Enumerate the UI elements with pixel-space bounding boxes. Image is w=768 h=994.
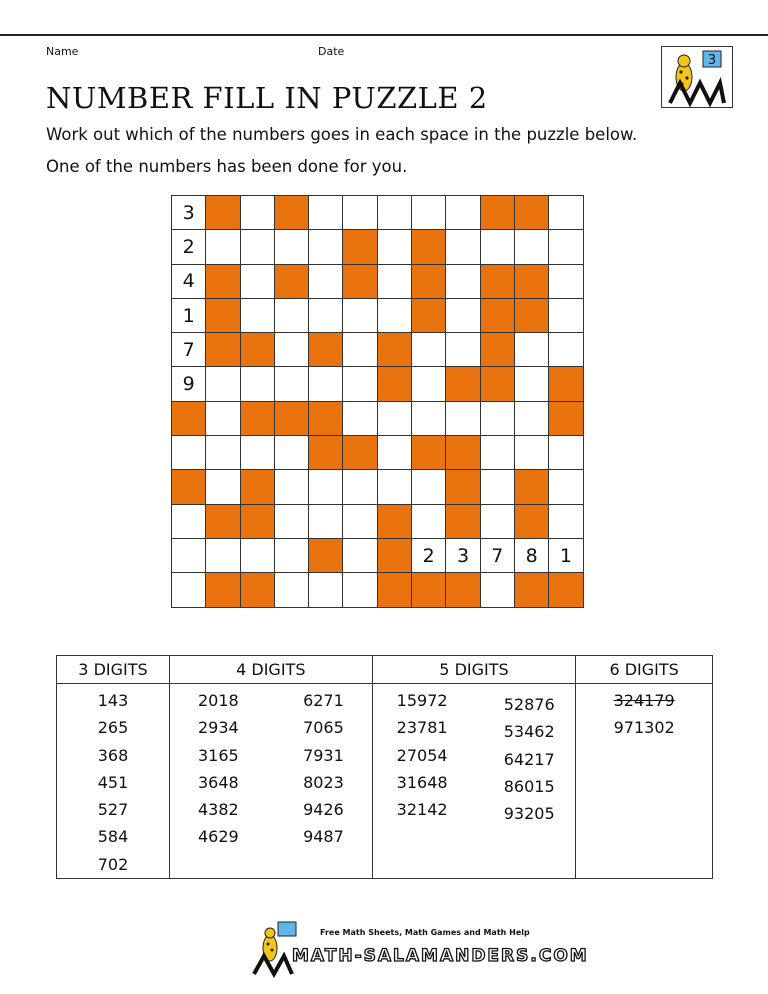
- grid-cell: [172, 436, 206, 470]
- grid-cell: [309, 367, 343, 401]
- grid-cell-filled: [343, 230, 377, 264]
- number-entry: 4629: [197, 827, 239, 847]
- grid-cell-filled: [309, 538, 343, 572]
- grid-cell: 8: [514, 538, 548, 572]
- number-entry: 584: [97, 827, 129, 847]
- grid-cell-filled: [206, 196, 240, 230]
- number-entry: 86015: [503, 776, 555, 796]
- grid-cell: [549, 230, 583, 264]
- grid-cell: [343, 504, 377, 538]
- grid-cell-filled: [274, 401, 308, 435]
- grid-cell: [377, 196, 411, 230]
- grid-cell-filled: [309, 436, 343, 470]
- grid-cell: [343, 470, 377, 504]
- grid-cell: [412, 333, 446, 367]
- grid-cell: [309, 230, 343, 264]
- grid-cell: [446, 298, 480, 332]
- grid-cell-filled: [480, 333, 514, 367]
- grid-cell: [412, 401, 446, 435]
- number-entry: 324179: [613, 691, 675, 710]
- grid-row: [172, 538, 584, 572]
- grid-cell: [549, 504, 583, 538]
- grid-cell: [240, 538, 274, 572]
- puzzle-grid: [171, 195, 584, 608]
- grid-row: [172, 573, 584, 607]
- grid-cell: 3: [446, 538, 480, 572]
- list-5-digits-a: [397, 687, 499, 823]
- grid-cell: [377, 298, 411, 332]
- grid-cell: [274, 333, 308, 367]
- page-title: NUMBER FILL IN PUZZLE 2: [46, 81, 488, 115]
- grid-cell-filled: [480, 298, 514, 332]
- number-entry: 265: [97, 718, 129, 738]
- grid-cell: [206, 401, 240, 435]
- grid-cell: [446, 230, 480, 264]
- grid-cell: 2: [172, 230, 206, 264]
- grid-cell: 3: [172, 196, 206, 230]
- grid-cell-filled: [343, 436, 377, 470]
- grid-cell: [446, 196, 480, 230]
- list-4-digits-a: [198, 687, 298, 851]
- grid-cell: [274, 504, 308, 538]
- grid-row: [172, 333, 584, 367]
- grid-cell: [377, 264, 411, 298]
- number-entry: 23781: [396, 718, 448, 738]
- number-entry: 527: [97, 800, 129, 820]
- grid-cell-filled: [377, 504, 411, 538]
- grid-cell: [343, 333, 377, 367]
- grid-cell-filled: [446, 367, 480, 401]
- grid-row: [172, 401, 584, 435]
- number-entry: 7931: [303, 745, 344, 765]
- grid-cell: [343, 367, 377, 401]
- grid-cell: [240, 196, 274, 230]
- instruction-line-2: One of the numbers has been done for you.: [46, 157, 408, 176]
- grid-cell: [274, 298, 308, 332]
- grid-cell-filled: [343, 264, 377, 298]
- number-entry: 3648: [197, 772, 239, 792]
- number-entry: 9426: [303, 800, 344, 820]
- grid-cell-filled: [377, 573, 411, 607]
- grid-cell-filled: [412, 573, 446, 607]
- number-entry: 9487: [303, 827, 344, 847]
- grid-cell-filled: [514, 264, 548, 298]
- grid-cell: [514, 401, 548, 435]
- number-entry: 64217: [503, 749, 555, 769]
- logo-badge: 3: [707, 53, 717, 68]
- grid-cell: [377, 436, 411, 470]
- grid-cell-filled: [309, 401, 343, 435]
- grid-cell: [343, 401, 377, 435]
- grid-cell: [274, 230, 308, 264]
- grid-cell-filled: [514, 573, 548, 607]
- grid-cell-filled: [172, 401, 206, 435]
- number-entry: 451: [97, 772, 129, 792]
- list-3-digits: [98, 687, 129, 878]
- grid-cell: [172, 504, 206, 538]
- grid-cell-filled: [549, 573, 583, 607]
- grid-cell: [377, 470, 411, 504]
- grid-cell: [480, 504, 514, 538]
- grid-cell: [549, 196, 583, 230]
- number-entry: 4382: [197, 800, 239, 820]
- grid-cell: [412, 196, 446, 230]
- instruction-line-1: Work out which of the numbers goes in each space in the puzzle below.: [46, 125, 638, 144]
- grid-cell-filled: [206, 504, 240, 538]
- grid-cell: [549, 333, 583, 367]
- grid-cell-filled: [309, 333, 343, 367]
- number-entry: 52876: [503, 695, 555, 714]
- grid-cell: [549, 298, 583, 332]
- grid-row: [172, 196, 584, 230]
- grid-cell-filled: [377, 333, 411, 367]
- grid-row: [172, 264, 584, 298]
- grid-cell-filled: [480, 196, 514, 230]
- grid-cell: [309, 470, 343, 504]
- grid-row: [172, 230, 584, 264]
- grid-cell: [549, 264, 583, 298]
- number-entry: 3165: [197, 745, 239, 765]
- grid-cell-filled: [172, 470, 206, 504]
- number-entry: 368: [97, 745, 129, 765]
- grid-cell-filled: [206, 333, 240, 367]
- grid-cell: [343, 538, 377, 572]
- grid-cell-filled: [240, 401, 274, 435]
- number-entry: 27054: [396, 745, 448, 765]
- grid-cell-filled: [446, 573, 480, 607]
- grid-cell: [412, 470, 446, 504]
- grid-row: [172, 367, 584, 401]
- grid-cell: [480, 401, 514, 435]
- name-label: Name: [46, 45, 79, 58]
- grid-cell: [343, 573, 377, 607]
- grid-cell-filled: [412, 436, 446, 470]
- grid-cell: [309, 196, 343, 230]
- grid-cell: [377, 401, 411, 435]
- list-6-digits: [614, 687, 675, 742]
- grid-cell-filled: [240, 504, 274, 538]
- grid-cell-filled: [377, 367, 411, 401]
- grid-cell-filled: [514, 504, 548, 538]
- grid-cell-filled: [480, 264, 514, 298]
- number-entry: 53462: [503, 722, 555, 742]
- grid-cell: 9: [172, 367, 206, 401]
- number-entry: 6271: [303, 691, 344, 710]
- number-entry: 32142: [396, 800, 448, 820]
- grid-cell-filled: [377, 538, 411, 572]
- grid-cell: [309, 573, 343, 607]
- grid-cell: [514, 333, 548, 367]
- grid-row: [172, 504, 584, 538]
- number-entry: 143: [97, 691, 129, 710]
- grid-cell-filled: [240, 573, 274, 607]
- grid-cell: [514, 436, 548, 470]
- grid-cell-filled: [549, 367, 583, 401]
- grid-cell: [240, 298, 274, 332]
- grid-cell: [206, 367, 240, 401]
- grid-cell-filled: [514, 470, 548, 504]
- grid-cell: [274, 470, 308, 504]
- number-entry: 971302: [613, 718, 675, 738]
- grid-cell: [240, 264, 274, 298]
- grid-cell-filled: [206, 298, 240, 332]
- grid-cell: [240, 367, 274, 401]
- grid-cell-filled: [274, 196, 308, 230]
- grid-cell: [480, 573, 514, 607]
- grid-row: [172, 470, 584, 504]
- number-entry: 7065: [303, 718, 344, 738]
- grid-cell-filled: [480, 367, 514, 401]
- grid-cell: [206, 230, 240, 264]
- grid-cell-filled: [446, 436, 480, 470]
- grid-cell: [240, 436, 274, 470]
- number-list-table: [56, 655, 713, 879]
- header-4-digits: 4 DIGITS: [169, 656, 372, 684]
- grid-cell: [206, 436, 240, 470]
- grid-cell: [446, 401, 480, 435]
- grid-cell: [274, 436, 308, 470]
- grid-cell: 2: [412, 538, 446, 572]
- number-entry: 2934: [197, 718, 239, 738]
- grid-cell: [514, 230, 548, 264]
- grid-cell: [412, 367, 446, 401]
- grid-cell-filled: [514, 196, 548, 230]
- grid-cell: [446, 264, 480, 298]
- header-5-digits: 5 DIGITS: [372, 656, 576, 684]
- grid-cell: [343, 298, 377, 332]
- footer-brand: MATH-SALAMANDERS.COM: [292, 946, 589, 966]
- grid-cell: [480, 230, 514, 264]
- grid-cell-filled: [206, 573, 240, 607]
- footer-tagline: Free Math Sheets, Math Games and Math Help: [320, 928, 530, 937]
- grid-cell: [412, 504, 446, 538]
- grid-cell: 1: [172, 298, 206, 332]
- grid-cell: [480, 436, 514, 470]
- grid-cell-filled: [514, 298, 548, 332]
- grid-cell: [240, 230, 274, 264]
- grid-cell-filled: [412, 264, 446, 298]
- grid-cell: [172, 573, 206, 607]
- header-3-digits: 3 DIGITS: [57, 656, 170, 684]
- list-5-digits-b: [504, 691, 555, 827]
- header-6-digits: 6 DIGITS: [576, 656, 713, 684]
- grid-cell: [514, 367, 548, 401]
- grid-cell: [172, 538, 206, 572]
- grid-cell: [446, 333, 480, 367]
- grid-cell-filled: [549, 401, 583, 435]
- grid-cell: [309, 264, 343, 298]
- grid-cell: [274, 367, 308, 401]
- number-entry: 15972: [396, 691, 448, 710]
- grid-cell: [480, 470, 514, 504]
- grid-cell: 7: [172, 333, 206, 367]
- grid-cell: 1: [549, 538, 583, 572]
- grid-cell-filled: [274, 264, 308, 298]
- grid-cell: [549, 470, 583, 504]
- number-entry: 31648: [396, 772, 448, 792]
- number-entry: 702: [97, 854, 129, 874]
- header-rule: [0, 34, 768, 36]
- grid-cell-filled: [446, 504, 480, 538]
- grid-cell: [343, 196, 377, 230]
- grid-cell-filled: [446, 470, 480, 504]
- grid-cell: [206, 470, 240, 504]
- grid-cell: [206, 538, 240, 572]
- date-label: Date: [318, 45, 345, 58]
- grid-cell-filled: [412, 298, 446, 332]
- number-entry: 2018: [197, 691, 239, 710]
- grid-row: [172, 436, 584, 470]
- grid-cell: [549, 436, 583, 470]
- grid-cell: [274, 573, 308, 607]
- salamander-logo-icon: [661, 46, 733, 108]
- grid-cell: 7: [480, 538, 514, 572]
- grid-cell-filled: [240, 333, 274, 367]
- grid-cell-filled: [206, 264, 240, 298]
- grid-row: [172, 298, 584, 332]
- grid-cell: [309, 504, 343, 538]
- number-entry: 93205: [503, 804, 555, 824]
- grid-cell: [377, 230, 411, 264]
- grid-cell-filled: [412, 230, 446, 264]
- grid-cell: [274, 538, 308, 572]
- grid-cell: [309, 298, 343, 332]
- number-entry: 8023: [303, 772, 344, 792]
- grid-cell: 4: [172, 264, 206, 298]
- list-4-digits-b: [303, 687, 344, 851]
- grid-cell-filled: [240, 470, 274, 504]
